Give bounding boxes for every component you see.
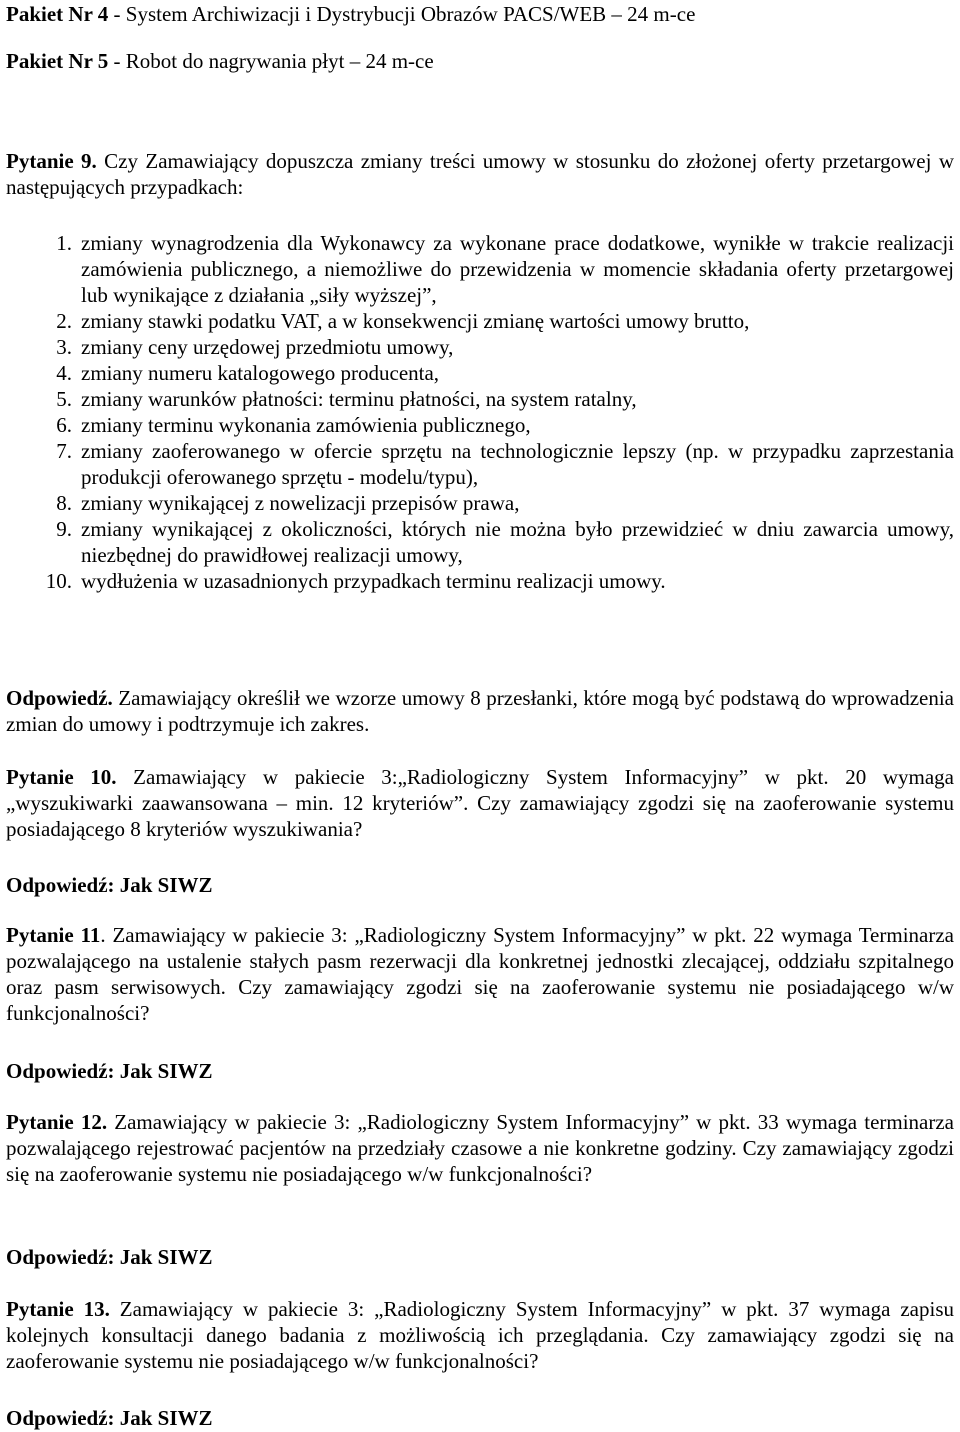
question-13-text: Zamawiający w pakiecie 3: „Radiologiczny System Informacyjny” w pkt. 37 wymaga zapisu kolejnych konsultacji danego badania z możliwością ich przeglądania. Czy zamawiający zgodzi się na zaoferowanie systemu nie posiadającego w/w funkcjonalności? [6, 1297, 955, 1373]
question-9-text: Czy Zamawiający dopuszcza zmiany treści umowy w stosunku do złożonej oferty przetargowej w następujących przypadkach: [6, 149, 954, 199]
list-item-number: 9. [56, 517, 72, 541]
list-item-text: zmiany ceny urzędowej przedmiotu umowy, [81, 335, 454, 359]
question-10 [6, 764, 954, 842]
package-5-label: Pakiet Nr 5 [6, 49, 109, 73]
list-item-number: 3. [56, 335, 72, 359]
answer-9-label: Odpowiedź. [6, 686, 113, 710]
list-item-number: 2. [56, 309, 72, 333]
list-item [6, 308, 954, 334]
package-4-line [6, 1, 954, 27]
question-13 [6, 1296, 954, 1374]
question-12 [6, 1109, 954, 1187]
list-item [6, 230, 954, 308]
list-item-text: zmiany zaoferowanego w ofercie sprzętu na technologicznie lepszy (np. w przypadku zaprzestania produkcji oferowanego sprzętu - modelu/typu), [81, 439, 954, 489]
question-11-label: Pytanie 11 [6, 923, 101, 947]
question-12-text: Zamawiający w pakiecie 3: „Radiologiczny System Informacyjny” w pkt. 33 wymaga terminarza pozwalającego rejestrować pacjentów na przedziały czasowe a nie konkretne godziny. Czy zamawiający zgodzi się na zaoferowanie systemu nie posiadającego w/w funkcjonalności? [6, 1110, 955, 1186]
package-4-label: Pakiet Nr 4 [6, 2, 109, 26]
answer-9-text: Zamawiający określił we wzorze umowy 8 przesłanki, które mogą być podstawą do wprowadzenia zmian do umowy i podtrzymuje ich zakres. [6, 686, 954, 736]
list-item [6, 412, 954, 438]
list-item-text: wydłużenia w uzasadnionych przypadkach terminu realizacji umowy. [81, 569, 666, 593]
list-item-number: 7. [56, 439, 72, 463]
question-11-text: . Zamawiający w pakiecie 3: „Radiologiczny System Informacyjny” w pkt. 22 wymaga Terminarza pozwalającego na ustalenie stałych pasm rezerwacji dla konkretnej jednostki zlecającej, oddziału szpitalnego oraz pasm serwisowych. Czy zamawiający zgodzi się na zaoferowanie systemu nie posiadającego w/w funkcjonalności? [6, 923, 954, 1025]
package-5-line [6, 48, 954, 74]
package-4-text: - System Archiwizacji i Dystrybucji Obrazów PACS/WEB – 24 m-ce [108, 2, 696, 26]
list-item-text: zmiany numeru katalogowego producenta, [81, 361, 440, 385]
answer-12: Odpowiedź: Jak SIWZ [6, 1245, 213, 1269]
list-item [6, 568, 954, 594]
list-item-number: 1. [56, 231, 72, 255]
list-item [6, 334, 954, 360]
list-item [6, 360, 954, 386]
answer-11: Odpowiedź: Jak SIWZ [6, 1059, 213, 1083]
list-item [6, 386, 954, 412]
list-item-text: zmiany terminu wykonania zamówienia publicznego, [81, 413, 531, 437]
list-item-number: 10. [45, 569, 72, 593]
question-11 [6, 922, 954, 1026]
list-item-text: zmiany stawki podatku VAT, a w konsekwencji zmianę wartości umowy brutto, [81, 309, 750, 333]
list-item-text: zmiany wynikającej z nowelizacji przepisów prawa, [81, 491, 520, 515]
question-9-label: Pytanie 9. [6, 149, 97, 173]
list-item-text: zmiany warunków płatności: terminu płatności, na system ratalny, [81, 387, 637, 411]
list-item-text: zmiany wynikającej z okoliczności, których nie można było przewidzieć w dniu zawarcia umowy, niezbędnej do prawidłowej realizacji umowy, [81, 517, 954, 567]
question-12-label: Pytanie 12. [6, 1110, 108, 1134]
package-5-text: - Robot do nagrywania płyt – 24 m-ce [108, 49, 434, 73]
answer-9 [6, 685, 954, 737]
question-10-text: Zamawiający w pakiecie 3:„Radiologiczny System Informacyjny” w pkt. 20 wymaga „wyszukiwarki zaawansowana – min. 12 kryteriów”. Czy zamawiający zgodzi się na zaoferowanie systemu posiadającego 8 kryteriów wyszukiwania? [6, 765, 955, 841]
list-item-number: 6. [56, 413, 72, 437]
list-item-number: 4. [56, 361, 72, 385]
list-item-number: 8. [56, 491, 72, 515]
list-item [6, 516, 954, 568]
list-item [6, 490, 954, 516]
list-item-number: 5. [56, 387, 72, 411]
question-9 [6, 148, 954, 200]
question-13-label: Pytanie 13. [6, 1297, 110, 1321]
question-10-label: Pytanie 10. [6, 765, 117, 789]
list-item [6, 438, 954, 490]
answer-10: Odpowiedź: Jak SIWZ [6, 873, 213, 897]
list-item-text: zmiany wynagrodzenia dla Wykonawcy za wykonane prace dodatkowe, wynikłe w trakcie realizacji zamówienia publicznego, a niemożliwe do przewidzenia w momencie składania oferty przetargowej lub wynikające z działania „siły wyższej”, [81, 231, 954, 307]
question-9-list [6, 230, 954, 594]
answer-13: Odpowiedź: Jak SIWZ [6, 1406, 213, 1430]
